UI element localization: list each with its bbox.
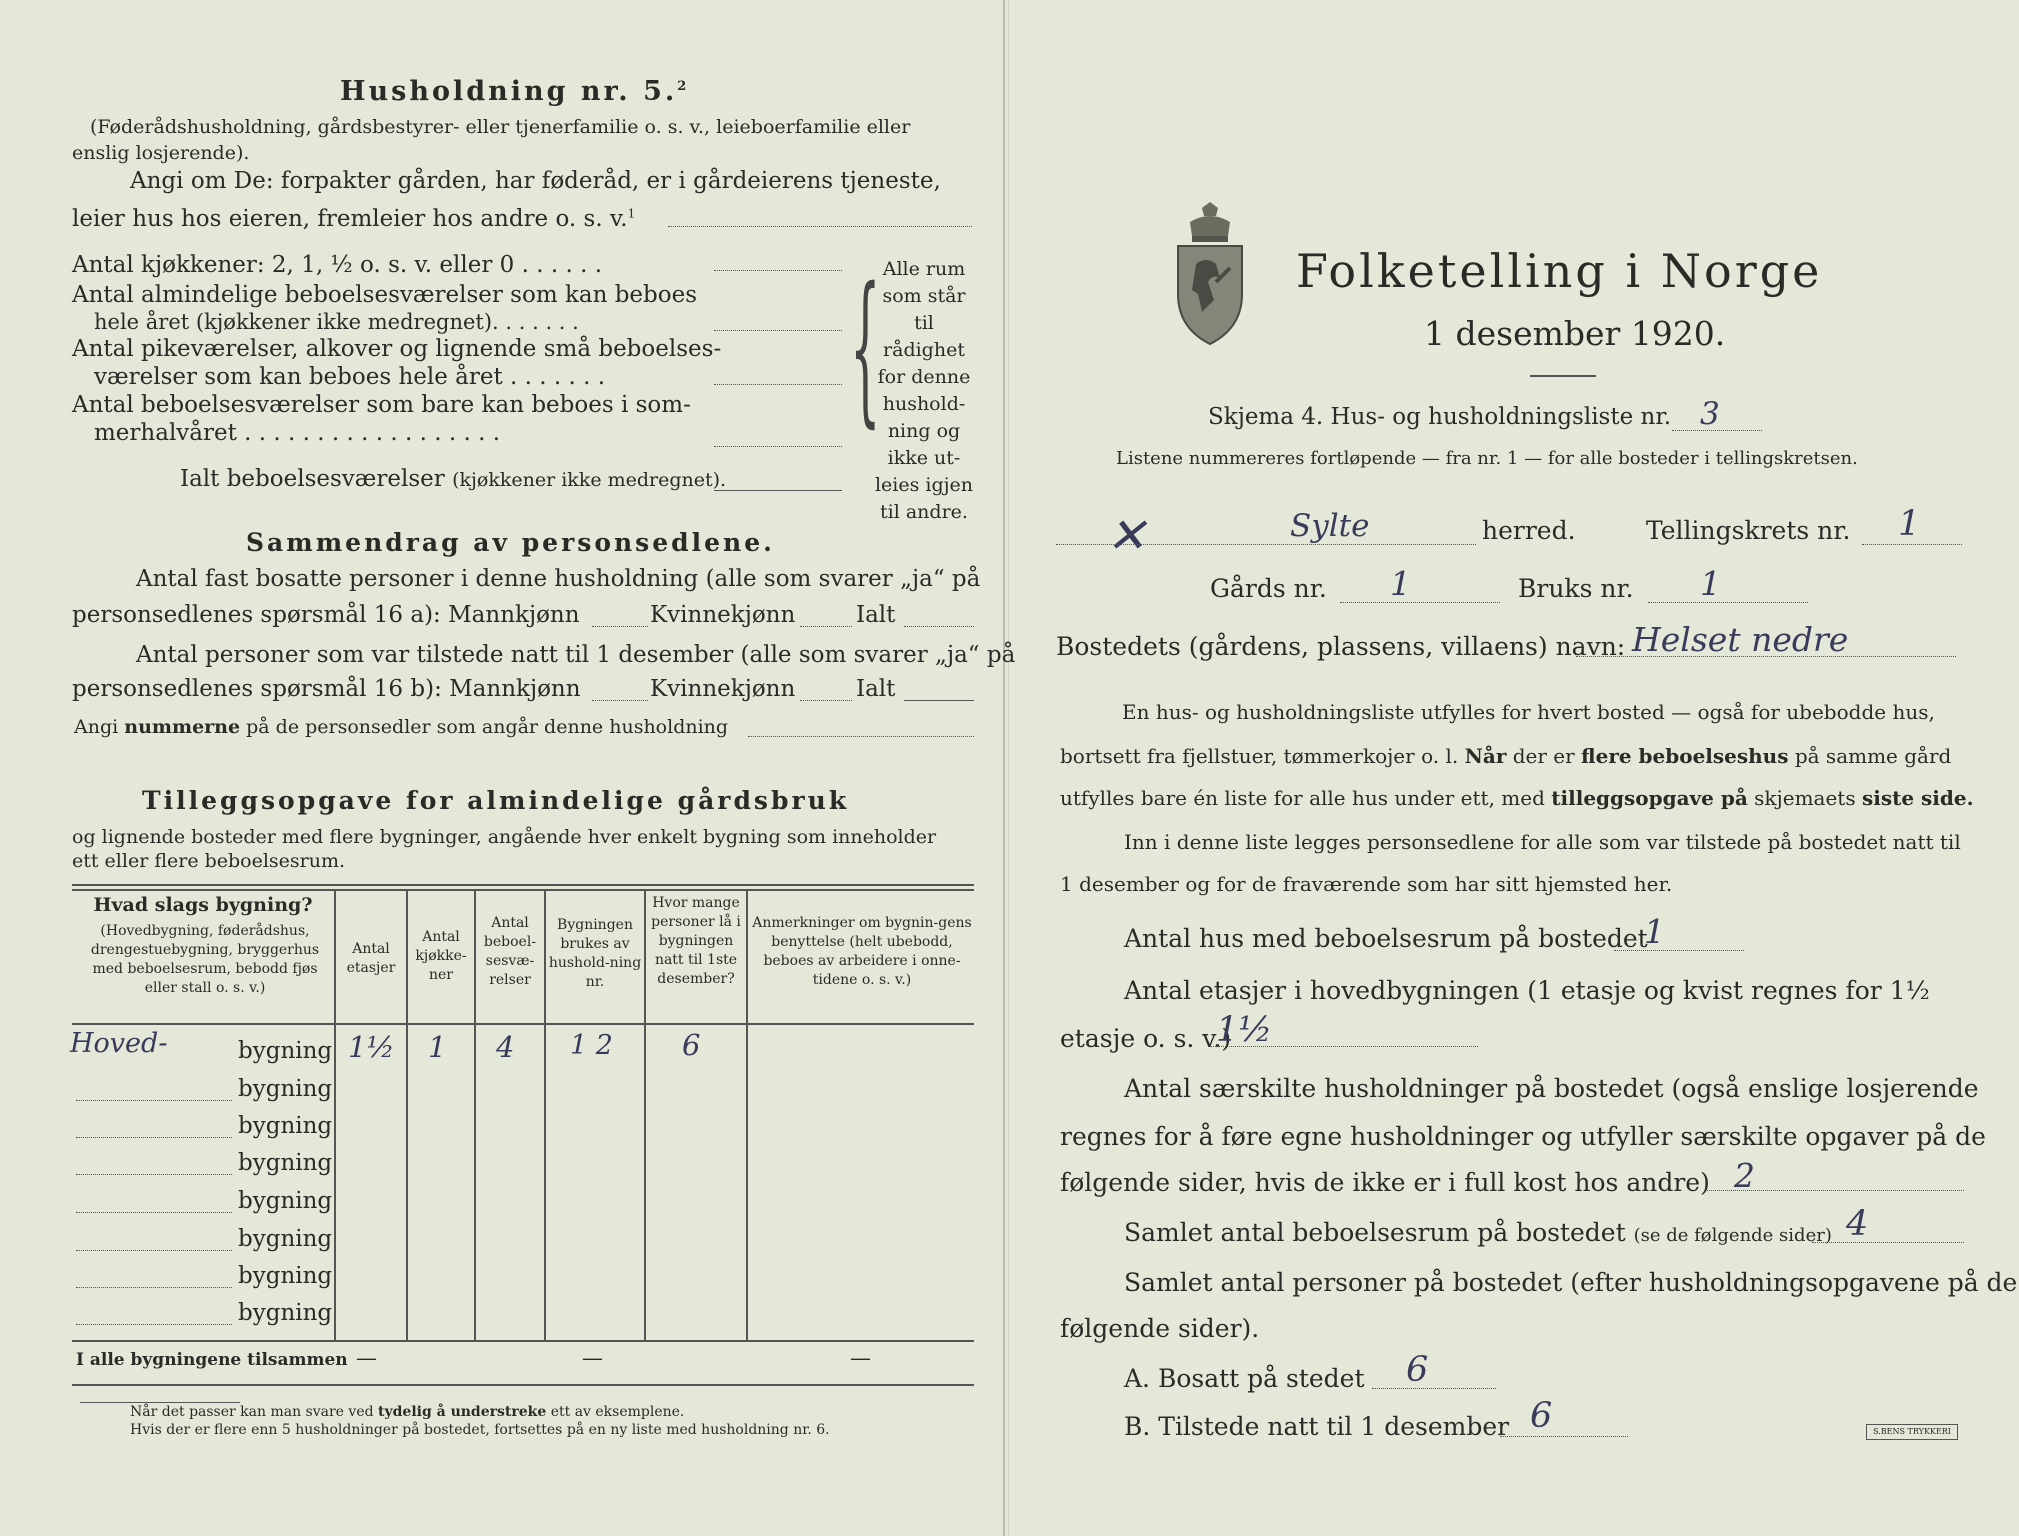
header-anmerkninger: Anmerkninger om bygnin-gens benyttelse (helt ubebodd, beboes av arbeidere i onne-tidene o. s. v.) bbox=[752, 915, 972, 988]
tillegg-line2: ett eller flere beboelsesrum. bbox=[72, 850, 346, 872]
footnote-line2: Hvis der er flere enn 5 husholdninger på bostedet, fortsettes på en ny liste med husholdning nr. 6. bbox=[130, 1422, 830, 1438]
rooms-ordinary-1: Antal almindelige beboelsesværelser som kan beboes bbox=[72, 282, 698, 308]
hus-label: Antal hus med beboelsesrum på bostedet bbox=[1124, 924, 1648, 953]
bruks-line bbox=[1648, 602, 1808, 603]
samlet-pers-line2: følgende sider). bbox=[1060, 1314, 1260, 1343]
row-5-name-line bbox=[76, 1212, 232, 1213]
samlet-rum-line bbox=[1812, 1242, 1964, 1243]
bosatt-label: A. Bosatt på stedet bbox=[1124, 1364, 1365, 1393]
total-husholdning-dash: — bbox=[582, 1346, 603, 1370]
herred-line bbox=[1056, 544, 1476, 545]
angi-nummerne: Angi nummerne på de personsedler som angår denne husholdning bbox=[74, 716, 729, 738]
table-header-rule bbox=[72, 1023, 974, 1025]
row-6-name-line bbox=[76, 1250, 232, 1251]
tilstede-ialt-label: Ialt bbox=[856, 676, 896, 702]
skjema-nr-value: 3 bbox=[1700, 396, 1720, 432]
total-etasjer-dash: — bbox=[356, 1346, 377, 1370]
bruks-label: Bruks nr. bbox=[1518, 574, 1634, 603]
header-building-type-note: (Hovedbygning, føderådshus, drengestuebygning, bryggerhus med beboelsesrum, bebodd fjøs eller stall o. s. v.) bbox=[90, 923, 320, 996]
bosatt-line bbox=[1372, 1388, 1496, 1389]
instruction-line5: 1 desember og for de fraværende som har sitt hjemsted her. bbox=[1060, 872, 1673, 896]
etasjer-value: 1½ bbox=[1216, 1010, 1273, 1050]
ialt-rooms-answer-line bbox=[714, 490, 842, 491]
title-rule bbox=[1530, 375, 1596, 377]
footnote-rule bbox=[80, 1402, 240, 1403]
fast-ialt-label: Ialt bbox=[856, 602, 896, 628]
instruction-line4: Inn i denne liste legges personsedlene for alle som var tilstede på bostedet natt til bbox=[1124, 830, 1961, 854]
row-1-label: bygning bbox=[238, 1038, 333, 1064]
header-building-type: Hvad slags bygning? bbox=[93, 894, 313, 916]
fast-kvinne-label: Kvinnekjønn bbox=[650, 602, 796, 628]
row-1-vaerelser: 4 bbox=[496, 1030, 515, 1064]
row-4-label: bygning bbox=[238, 1150, 333, 1176]
fast-ialt-line bbox=[904, 626, 974, 627]
rooms-small-2: værelser som kan beboes hele året . . . . . . . bbox=[94, 364, 606, 390]
row-7-name-line bbox=[76, 1287, 232, 1288]
kitchens-answer-line bbox=[714, 270, 842, 271]
col-sep-6 bbox=[746, 889, 748, 1340]
rooms-kitchens: Antal kjøkkener: 2, 1, ½ o. s. v. eller 0 . . . . . . bbox=[72, 252, 603, 278]
saerskilte-line1: Antal særskilte husholdninger på bostedet (også enslige losjerende bbox=[1124, 1074, 1979, 1103]
summary-line3: Antal personer som var tilstede natt til 1 desember (alle som svarer „ja“ på bbox=[136, 642, 1016, 668]
row-8-label: bygning bbox=[238, 1300, 333, 1326]
header-husholdning: Bygningen brukes av hushold-ning nr. bbox=[548, 917, 642, 990]
tellingskrets-line bbox=[1862, 544, 1962, 545]
bosted-label: Bostedets (gårdens, plassens, villaens) navn: bbox=[1056, 632, 1626, 661]
gards-line bbox=[1340, 602, 1500, 603]
tilstede-label: B. Tilstede natt til 1 desember bbox=[1124, 1412, 1510, 1441]
table-top-rule bbox=[72, 884, 974, 886]
herred-cross-mark: ✕ bbox=[1106, 508, 1147, 564]
angi-answer-line bbox=[668, 226, 972, 227]
rooms-ordinary-2: hele året (kjøkkener ikke medregnet). . . . . . . bbox=[94, 310, 579, 334]
rooms-summer-1: Antal beboelsesværelser som bare kan beboes i som- bbox=[72, 392, 691, 418]
brace-symbol: { bbox=[850, 254, 881, 445]
etasjer-label-2: etasje o. s. v.) bbox=[1060, 1024, 1232, 1053]
header-etasjer: Antal etasjer bbox=[346, 941, 396, 976]
skjema-label: Skjema 4. Hus- og husholdningsliste nr. bbox=[1208, 404, 1672, 430]
rooms-summer-2: merhalvåret . . . . . . . . . . . . . . . . . . bbox=[94, 420, 501, 446]
tilstede-line bbox=[1500, 1436, 1628, 1437]
row-8-name-line bbox=[76, 1324, 232, 1325]
instruction-line3: utfylles bare én liste for alle hus under ett, med tilleggsopgave på skjemaets siste side. bbox=[1060, 786, 1974, 810]
table-bottom-rule bbox=[72, 1340, 974, 1342]
etasjer-label-1: Antal etasjer i hovedbygningen (1 etasje og kvist regnes for 1½ bbox=[1124, 976, 1930, 1005]
footnote-line1: Når det passer kan man svare ved tydelig å understreke ett av eksemplene. bbox=[130, 1404, 685, 1420]
page-fold bbox=[1003, 0, 1005, 1536]
row-4-name-line bbox=[76, 1174, 232, 1175]
hus-value: 1 bbox=[1644, 912, 1665, 951]
saerskilte-line3: følgende sider, hvis de ikke er i full kost hos andre) bbox=[1060, 1168, 1710, 1197]
household-title: Husholdning nr. 5.$^2$ bbox=[340, 76, 690, 107]
printer-stamp: S.BENS TRYKKERI bbox=[1866, 1424, 1958, 1440]
page-fold-shadow bbox=[1008, 0, 1009, 1536]
col-sep-2 bbox=[406, 889, 408, 1340]
tellingskrets-label: Tellingskrets nr. bbox=[1646, 516, 1851, 545]
tilstede-value: 6 bbox=[1530, 1396, 1553, 1436]
saerskilte-line bbox=[1704, 1190, 1964, 1191]
samlet-pers-line1: Samlet antal personer på bostedet (efter husholdningsopgavene på de bbox=[1124, 1268, 2018, 1297]
col-sep-1 bbox=[334, 889, 336, 1340]
nummerne-answer-line bbox=[748, 736, 974, 737]
total-anmerkninger-dash: — bbox=[850, 1346, 871, 1370]
saerskilte-line2: regnes for å føre egne husholdninger og utfyller særskilte opgaver på de bbox=[1060, 1122, 1986, 1151]
row-6-label: bygning bbox=[238, 1226, 333, 1252]
summary-line2: personsedlenes spørsmål 16 a): Mannkjønn bbox=[72, 602, 580, 628]
header-vaerelser: Antal beboel-sesvæ-relser bbox=[483, 915, 537, 988]
bosted-line bbox=[1576, 656, 1956, 657]
fast-mann-line bbox=[592, 626, 648, 627]
tilstede-mann-line bbox=[592, 700, 648, 701]
row-1-kjokkener: 1 bbox=[428, 1030, 447, 1064]
row-3-name-line bbox=[76, 1137, 232, 1138]
saerskilte-value: 2 bbox=[1734, 1156, 1755, 1195]
samlet-rum-label: Samlet antal beboelsesrum på bostedet (se de følgende sider) bbox=[1124, 1218, 1832, 1247]
row-1-husholdning: 1 2 bbox=[570, 1030, 613, 1061]
small-answer-line bbox=[714, 384, 842, 385]
rooms-small-1: Antal pikeværelser, alkover og lignende små beboelses- bbox=[72, 336, 722, 362]
header-personer: Hvor mange personer lå i bygningen natt til 1ste desember? bbox=[651, 895, 741, 987]
row-3-label: bygning bbox=[238, 1113, 333, 1139]
form-date: 1 desember 1920. bbox=[1424, 314, 1726, 353]
samlet-rum-value: 4 bbox=[1846, 1204, 1869, 1244]
row-7-label: bygning bbox=[238, 1263, 333, 1289]
table-total-rule bbox=[72, 1384, 974, 1386]
row-1-etasjer: 1½ bbox=[348, 1030, 395, 1064]
herred-value: Sylte bbox=[1290, 508, 1370, 544]
tillegg-line1: og lignende bosteder med flere bygninger, angående hver enkelt bygning som inneholder bbox=[72, 826, 937, 848]
ialt-rooms-label: Ialt beboelsesværelser (kjøkkener ikke medregnet). bbox=[180, 466, 727, 492]
row-2-name-line bbox=[76, 1100, 232, 1101]
summary-line1: Antal fast bosatte personer i denne husholdning (alle som svarer „ja“ på bbox=[136, 566, 981, 592]
listene-note: Listene nummereres fortløpende — fra nr. 1 — for alle bosteder i tellingskretsen. bbox=[1116, 448, 1858, 469]
summary-title: Sammendrag av personsedlene. bbox=[246, 528, 775, 557]
tilstede-ialt-line bbox=[904, 700, 974, 701]
total-row-label: I alle bygningene tilsammen bbox=[76, 1350, 348, 1370]
hus-line bbox=[1614, 950, 1744, 951]
gards-value: 1 bbox=[1390, 564, 1411, 603]
col-sep-5 bbox=[644, 889, 646, 1340]
col-sep-4 bbox=[544, 889, 546, 1340]
instruction-line1: En hus- og husholdningsliste utfylles for hvert bosted — også for ubebodde hus, bbox=[1122, 700, 1935, 724]
bosatt-value: 6 bbox=[1406, 1350, 1429, 1390]
fast-kvinne-line bbox=[800, 626, 852, 627]
summer-answer-line bbox=[714, 446, 842, 447]
summary-line4: personsedlenes spørsmål 16 b): Mannkjønn bbox=[72, 676, 581, 702]
skjema-nr-line bbox=[1672, 430, 1762, 431]
etasjer-line bbox=[1210, 1046, 1478, 1047]
norway-coat-of-arms-icon bbox=[1172, 202, 1248, 350]
household-note-line1: (Føderådshusholdning, gårdsbestyrer- eller tjenerfamilie o. s. v., leieboerfamilie eller bbox=[90, 116, 911, 138]
form-title: Folketelling i Norge bbox=[1296, 244, 1823, 298]
row-1-building-name: Hoved- bbox=[70, 1028, 168, 1059]
angi-line2: leier hus hos eieren, fremleier hos andre o. s. v.$^1$ bbox=[72, 206, 636, 232]
tilstede-kvinne-line bbox=[800, 700, 852, 701]
table-top-rule-2 bbox=[72, 889, 974, 891]
header-kjokkener: Antal kjøkke-ner bbox=[415, 929, 467, 983]
tilstede-kvinne-label: Kvinnekjønn bbox=[650, 676, 796, 702]
bruks-value: 1 bbox=[1700, 564, 1721, 603]
col-sep-3 bbox=[474, 889, 476, 1340]
bosted-value: Helset nedre bbox=[1632, 620, 1849, 659]
tillegg-title: Tilleggsopgave for almindelige gårdsbruk bbox=[142, 786, 850, 815]
ordinary-answer-line bbox=[714, 330, 842, 331]
household-note-line2: enslig losjerende). bbox=[72, 142, 250, 164]
tellingskrets-value: 1 bbox=[1898, 504, 1921, 544]
gards-label: Gårds nr. bbox=[1210, 574, 1327, 603]
herred-label: herred. bbox=[1482, 516, 1576, 545]
brace-note: Alle rum som står til rådighet for denne hushold- ning og ikke ut- leies igjen til andre. bbox=[874, 258, 974, 523]
row-5-label: bygning bbox=[238, 1188, 333, 1214]
instruction-line2: bortsett fra fjellstuer, tømmerkojer o. l. Når der er flere beboelseshus på samme gård bbox=[1060, 744, 1952, 768]
angi-line1: Angi om De: forpakter gården, har føderåd, er i gårdeierens tjeneste, bbox=[130, 168, 941, 194]
row-2-label: bygning bbox=[238, 1076, 333, 1102]
row-1-personer: 6 bbox=[682, 1028, 701, 1062]
